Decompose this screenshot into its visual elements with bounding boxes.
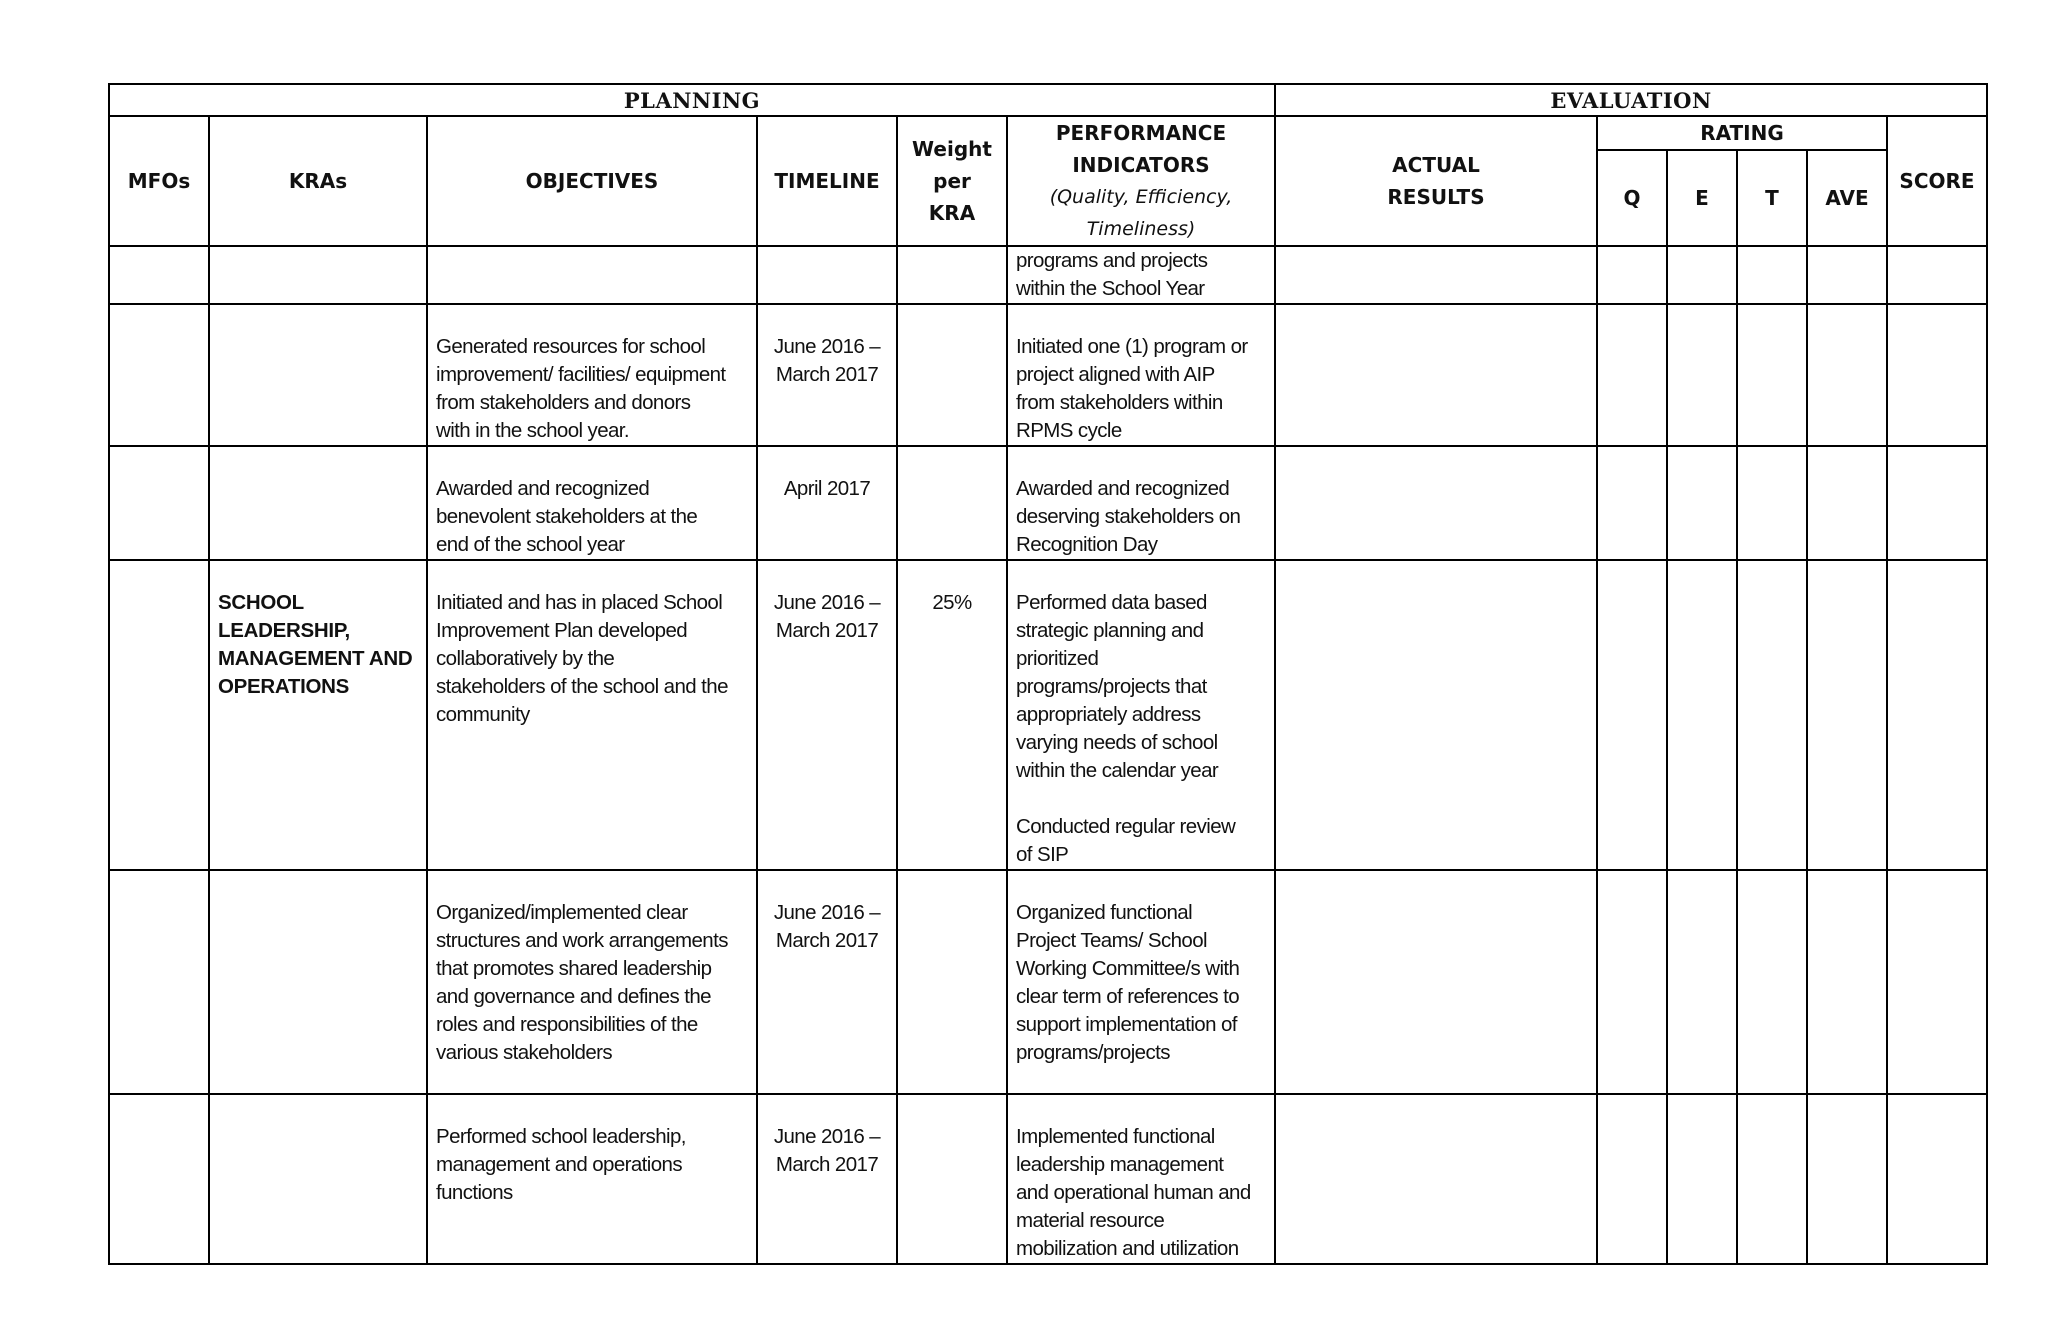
- rating-q-cell: [1597, 446, 1667, 560]
- rating-t-cell: [1737, 246, 1807, 304]
- actual-results-cell: [1275, 870, 1597, 1094]
- rating-t-cell: [1737, 446, 1807, 560]
- score-cell: [1887, 246, 1987, 304]
- objective-cell: Awarded and recognized benevolent stakeholders at the end of the school year: [427, 446, 757, 560]
- mfo-cell: [109, 560, 209, 870]
- performance-indicators-label: PERFORMANCE INDICATORS: [1055, 121, 1227, 177]
- kra-cell: SCHOOL LEADERSHIP, MANAGEMENT AND OPERATIONS: [209, 560, 427, 870]
- rating-e-cell: [1667, 1094, 1737, 1264]
- weight-cell: [897, 304, 1007, 446]
- mfos-header: MFOs: [109, 116, 209, 246]
- timeline-cell: June 2016 – March 2017: [757, 1094, 897, 1264]
- rating-ave-cell: [1807, 246, 1887, 304]
- kra-cell: [209, 246, 427, 304]
- weight-cell: [897, 246, 1007, 304]
- rating-e-cell: [1667, 304, 1737, 446]
- performance-planning-table: [108, 83, 1988, 1265]
- table-row: [109, 246, 1987, 304]
- weight-cell: [897, 1094, 1007, 1264]
- weight-cell: [897, 446, 1007, 560]
- weight-per-kra-header: Weight per KRA: [897, 116, 1007, 246]
- rating-ave-cell: [1807, 1094, 1887, 1264]
- score-cell: [1887, 560, 1987, 870]
- actual-results-cell: [1275, 1094, 1597, 1264]
- rating-e-header: E: [1667, 150, 1737, 246]
- mfo-cell: [109, 246, 209, 304]
- weight-cell: 25%: [897, 560, 1007, 870]
- rating-q-cell: [1597, 870, 1667, 1094]
- performance-indicators-header: [1007, 116, 1275, 246]
- rating-q-cell: [1597, 560, 1667, 870]
- rating-ave-header: AVE: [1807, 150, 1887, 246]
- kra-cell: [209, 446, 427, 560]
- rating-t-cell: [1737, 304, 1807, 446]
- mfo-cell: [109, 304, 209, 446]
- objectives-header: OBJECTIVES: [427, 116, 757, 246]
- indicator-cell: Organized functional Project Teams/ School Working Committee/s with clear term of references to support implementation of programs/projects: [1007, 870, 1275, 1094]
- actual-results-cell: [1275, 560, 1597, 870]
- objective-cell: Performed school leadership, management and operations functions: [427, 1094, 757, 1264]
- score-header: SCORE: [1887, 116, 1987, 246]
- indicator-cell: Initiated one (1) program or project aligned with AIP from stakeholders within RPMS cycle: [1007, 304, 1275, 446]
- indicator-cell: Performed data based strategic planning and prioritized programs/projects that appropriately address varying needs of school within the calendar year Conducted regular review of SIP: [1007, 560, 1275, 870]
- mfo-cell: [109, 446, 209, 560]
- rating-ave-cell: [1807, 870, 1887, 1094]
- score-cell: [1887, 304, 1987, 446]
- rating-q-cell: [1597, 304, 1667, 446]
- actual-results-header: ACTUAL RESULTS: [1275, 116, 1597, 246]
- rating-t-cell: [1737, 1094, 1807, 1264]
- weight-cell: [897, 870, 1007, 1094]
- indicator-cell: Implemented functional leadership management and operational human and material resource mobilization and utilization: [1007, 1094, 1275, 1264]
- timeline-header: TIMELINE: [757, 116, 897, 246]
- kra-cell: [209, 870, 427, 1094]
- objective-cell: Organized/implemented clear structures and work arrangements that promotes shared leadership and governance and defines the roles and responsibilities of the various stakeholders: [427, 870, 757, 1094]
- rating-e-cell: [1667, 560, 1737, 870]
- rating-t-cell: [1737, 560, 1807, 870]
- indicator-cell: programs and projects within the School Year: [1007, 246, 1275, 304]
- rating-ave-cell: [1807, 304, 1887, 446]
- rating-t-cell: [1737, 870, 1807, 1094]
- timeline-cell: June 2016 – March 2017: [757, 870, 897, 1094]
- timeline-cell: June 2016 – March 2017: [757, 304, 897, 446]
- rating-e-cell: [1667, 870, 1737, 1094]
- timeline-cell: April 2017: [757, 446, 897, 560]
- kra-cell: [209, 1094, 427, 1264]
- timeline-cell: June 2016 – March 2017: [757, 560, 897, 870]
- kra-cell: [209, 304, 427, 446]
- actual-results-cell: [1275, 446, 1597, 560]
- objective-cell: Generated resources for school improvement/ facilities/ equipment from stakeholders and donors with in the school year.: [427, 304, 757, 446]
- score-cell: [1887, 1094, 1987, 1264]
- table-row: [109, 304, 1987, 446]
- rating-q-cell: [1597, 246, 1667, 304]
- rating-q-header: Q: [1597, 150, 1667, 246]
- score-cell: [1887, 446, 1987, 560]
- rating-e-cell: [1667, 246, 1737, 304]
- rating-ave-cell: [1807, 446, 1887, 560]
- table-row: [109, 870, 1987, 1094]
- rating-header: RATING: [1597, 116, 1887, 150]
- table-row: [109, 1094, 1987, 1264]
- objective-cell: Initiated and has in placed School Improvement Plan developed collaboratively by the stakeholders of the school and the community: [427, 560, 757, 870]
- rating-ave-cell: [1807, 560, 1887, 870]
- rating-t-header: T: [1737, 150, 1807, 246]
- actual-results-cell: [1275, 304, 1597, 446]
- table-row: [109, 446, 1987, 560]
- rating-q-cell: [1597, 1094, 1667, 1264]
- evaluation-section-header: EVALUATION: [1275, 84, 1987, 116]
- actual-results-cell: [1275, 246, 1597, 304]
- score-cell: [1887, 870, 1987, 1094]
- mfo-cell: [109, 870, 209, 1094]
- performance-indicators-sublabel: (Quality, Efficiency, Timeliness): [1049, 186, 1233, 240]
- table-row: [109, 560, 1987, 870]
- rating-e-cell: [1667, 446, 1737, 560]
- objective-cell: [427, 246, 757, 304]
- indicator-cell: Awarded and recognized deserving stakeholders on Recognition Day: [1007, 446, 1275, 560]
- kras-header: KRAs: [209, 116, 427, 246]
- mfo-cell: [109, 1094, 209, 1264]
- timeline-cell: [757, 246, 897, 304]
- planning-section-header: PLANNING: [109, 84, 1275, 116]
